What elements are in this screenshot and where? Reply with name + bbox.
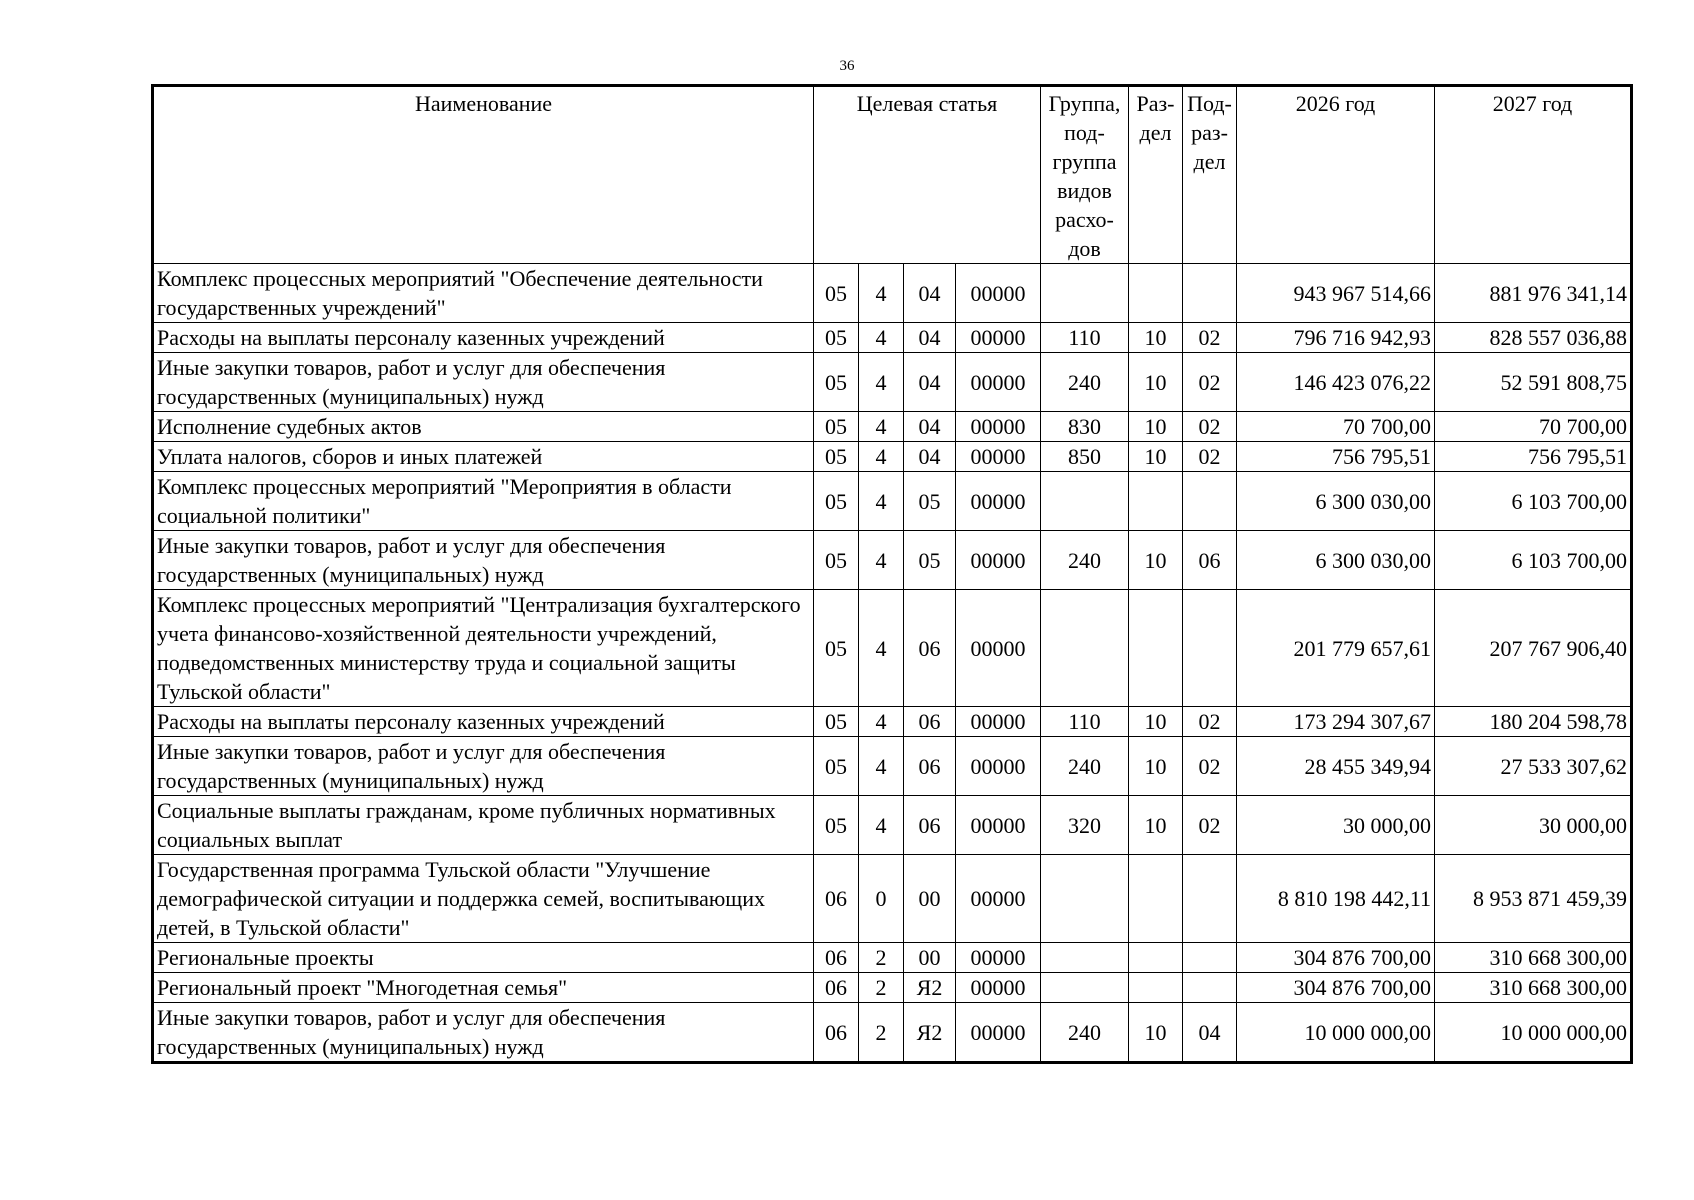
target-code-program: 05 — [814, 472, 859, 531]
table-row — [153, 737, 1632, 796]
target-code-type: 4 — [859, 737, 904, 796]
header-target-article: Целевая статья — [814, 86, 1041, 264]
target-code-direction: 00000 — [956, 353, 1041, 412]
target-code-element: 04 — [904, 442, 956, 472]
row-name: Комплекс процессных мероприятий "Мероприятия в области социальной политики" — [153, 472, 814, 531]
expense-group-code: 240 — [1041, 353, 1129, 412]
header-row — [153, 86, 1632, 264]
budget-table — [151, 84, 1633, 1064]
target-code-direction: 00000 — [956, 590, 1041, 707]
target-code-type: 4 — [859, 412, 904, 442]
expense-group-code: 850 — [1041, 442, 1129, 472]
target-code-direction: 00000 — [956, 323, 1041, 353]
expense-group-code: 240 — [1041, 1003, 1129, 1063]
table-row — [153, 707, 1632, 737]
expense-group-code — [1041, 855, 1129, 943]
header-subsection: Под- раз- дел — [1183, 86, 1237, 264]
target-code-program: 05 — [814, 590, 859, 707]
section-code: 10 — [1129, 442, 1183, 472]
subsection-code: 02 — [1183, 442, 1237, 472]
amount-2026: 10 000 000,00 — [1237, 1003, 1435, 1063]
target-code-direction: 00000 — [956, 442, 1041, 472]
row-name: Государственная программа Тульской области "Улучшение демографической ситуации и поддержка семей, воспитывающих детей, в Тульской области" — [153, 855, 814, 943]
subsection-code: 02 — [1183, 707, 1237, 737]
page-number: 36 — [839, 58, 855, 74]
target-code-element: 04 — [904, 353, 956, 412]
row-name: Иные закупки товаров, работ и услуг для обеспечения государственных (муниципальных) нужд — [153, 737, 814, 796]
amount-2026: 30 000,00 — [1237, 796, 1435, 855]
target-code-direction: 00000 — [956, 737, 1041, 796]
section-code: 10 — [1129, 707, 1183, 737]
table-row — [153, 353, 1632, 412]
amount-2027: 828 557 036,88 — [1435, 323, 1632, 353]
expense-group-code: 110 — [1041, 323, 1129, 353]
section-code: 10 — [1129, 353, 1183, 412]
amount-2026: 173 294 307,67 — [1237, 707, 1435, 737]
amount-2027: 756 795,51 — [1435, 442, 1632, 472]
subsection-code: 02 — [1183, 796, 1237, 855]
row-name: Региональный проект "Многодетная семья" — [153, 973, 814, 1003]
target-code-element: Я2 — [904, 973, 956, 1003]
target-code-element: 06 — [904, 707, 956, 737]
amount-2027: 6 103 700,00 — [1435, 531, 1632, 590]
table-row — [153, 973, 1632, 1003]
subsection-code: 06 — [1183, 531, 1237, 590]
target-code-program: 05 — [814, 323, 859, 353]
target-code-program: 06 — [814, 855, 859, 943]
subsection-code — [1183, 590, 1237, 707]
target-code-direction: 00000 — [956, 412, 1041, 442]
table-row — [153, 855, 1632, 943]
section-code: 10 — [1129, 531, 1183, 590]
expense-group-code — [1041, 590, 1129, 707]
subsection-code: 02 — [1183, 353, 1237, 412]
amount-2027: 8 953 871 459,39 — [1435, 855, 1632, 943]
section-code — [1129, 264, 1183, 323]
amount-2027: 310 668 300,00 — [1435, 943, 1632, 973]
table-row — [153, 531, 1632, 590]
row-name: Уплата налогов, сборов и иных платежей — [153, 442, 814, 472]
target-code-type: 4 — [859, 796, 904, 855]
amount-2026: 6 300 030,00 — [1237, 531, 1435, 590]
amount-2026: 304 876 700,00 — [1237, 973, 1435, 1003]
subsection-code: 02 — [1183, 737, 1237, 796]
table-row — [153, 442, 1632, 472]
target-code-program: 05 — [814, 796, 859, 855]
table-row — [153, 796, 1632, 855]
amount-2027: 6 103 700,00 — [1435, 472, 1632, 531]
target-code-type: 4 — [859, 590, 904, 707]
header-year-2026: 2026 год — [1237, 86, 1435, 264]
table-row — [153, 590, 1632, 707]
amount-2026: 756 795,51 — [1237, 442, 1435, 472]
amount-2027: 70 700,00 — [1435, 412, 1632, 442]
expense-group-code: 830 — [1041, 412, 1129, 442]
target-code-element: 04 — [904, 264, 956, 323]
row-name: Региональные проекты — [153, 943, 814, 973]
table-row — [153, 412, 1632, 442]
target-code-type: 4 — [859, 472, 904, 531]
header-expense-group: Группа, под- группа видов расхо- дов — [1041, 86, 1129, 264]
target-code-direction: 00000 — [956, 796, 1041, 855]
amount-2027: 30 000,00 — [1435, 796, 1632, 855]
amount-2026: 28 455 349,94 — [1237, 737, 1435, 796]
target-code-element: 06 — [904, 590, 956, 707]
section-code: 10 — [1129, 737, 1183, 796]
row-name: Расходы на выплаты персоналу казенных учреждений — [153, 323, 814, 353]
subsection-code: 02 — [1183, 412, 1237, 442]
target-code-program: 05 — [814, 412, 859, 442]
target-code-direction: 00000 — [956, 973, 1041, 1003]
expense-group-code — [1041, 264, 1129, 323]
target-code-direction: 00000 — [956, 1003, 1041, 1063]
target-code-type: 2 — [859, 1003, 904, 1063]
expense-group-code: 320 — [1041, 796, 1129, 855]
target-code-type: 2 — [859, 973, 904, 1003]
target-code-type: 4 — [859, 353, 904, 412]
table-row — [153, 472, 1632, 531]
subsection-code — [1183, 855, 1237, 943]
row-name: Комплекс процессных мероприятий "Обеспечение деятельности государственных учреждений" — [153, 264, 814, 323]
amount-2026: 8 810 198 442,11 — [1237, 855, 1435, 943]
target-code-program: 05 — [814, 442, 859, 472]
expense-group-code — [1041, 973, 1129, 1003]
table-row — [153, 943, 1632, 973]
amount-2026: 6 300 030,00 — [1237, 472, 1435, 531]
target-code-program: 05 — [814, 707, 859, 737]
section-code — [1129, 590, 1183, 707]
section-code — [1129, 943, 1183, 973]
target-code-type: 4 — [859, 531, 904, 590]
expense-group-code: 240 — [1041, 737, 1129, 796]
amount-2027: 27 533 307,62 — [1435, 737, 1632, 796]
row-name: Иные закупки товаров, работ и услуг для обеспечения государственных (муниципальных) нужд — [153, 353, 814, 412]
subsection-code: 04 — [1183, 1003, 1237, 1063]
subsection-code — [1183, 973, 1237, 1003]
target-code-element: 04 — [904, 412, 956, 442]
expense-group-code — [1041, 943, 1129, 973]
target-code-direction: 00000 — [956, 472, 1041, 531]
amount-2026: 796 716 942,93 — [1237, 323, 1435, 353]
target-code-type: 0 — [859, 855, 904, 943]
table-row — [153, 264, 1632, 323]
section-code: 10 — [1129, 1003, 1183, 1063]
row-name: Социальные выплаты гражданам, кроме публичных нормативных социальных выплат — [153, 796, 814, 855]
table-body — [153, 264, 1632, 1063]
row-name: Иные закупки товаров, работ и услуг для обеспечения государственных (муниципальных) нужд — [153, 1003, 814, 1063]
amount-2026: 943 967 514,66 — [1237, 264, 1435, 323]
row-name: Исполнение судебных актов — [153, 412, 814, 442]
expense-group-code: 110 — [1041, 707, 1129, 737]
amount-2026: 304 876 700,00 — [1237, 943, 1435, 973]
section-code: 10 — [1129, 412, 1183, 442]
section-code — [1129, 855, 1183, 943]
subsection-code — [1183, 264, 1237, 323]
target-code-element: 06 — [904, 796, 956, 855]
amount-2027: 207 767 906,40 — [1435, 590, 1632, 707]
amount-2027: 180 204 598,78 — [1435, 707, 1632, 737]
table-row — [153, 323, 1632, 353]
target-code-direction: 00000 — [956, 531, 1041, 590]
target-code-element: 00 — [904, 855, 956, 943]
section-code — [1129, 973, 1183, 1003]
target-code-element: 06 — [904, 737, 956, 796]
header-name: Наименование — [153, 86, 814, 264]
target-code-element: Я2 — [904, 1003, 956, 1063]
target-code-type: 4 — [859, 323, 904, 353]
table-row — [153, 1003, 1632, 1063]
target-code-type: 4 — [859, 707, 904, 737]
row-name: Иные закупки товаров, работ и услуг для обеспечения государственных (муниципальных) нужд — [153, 531, 814, 590]
target-code-program: 05 — [814, 531, 859, 590]
row-name: Комплекс процессных мероприятий "Централизация бухгалтерского учета финансово-хозяйственной деятельности учреждений, подведомственных министерству труда и социальной защиты Тульской области" — [153, 590, 814, 707]
target-code-program: 06 — [814, 1003, 859, 1063]
target-code-element: 05 — [904, 531, 956, 590]
target-code-program: 06 — [814, 973, 859, 1003]
target-code-element: 05 — [904, 472, 956, 531]
target-code-element: 04 — [904, 323, 956, 353]
expense-group-code: 240 — [1041, 531, 1129, 590]
subsection-code — [1183, 943, 1237, 973]
target-code-element: 00 — [904, 943, 956, 973]
section-code — [1129, 472, 1183, 531]
row-name: Расходы на выплаты персоналу казенных учреждений — [153, 707, 814, 737]
target-code-type: 4 — [859, 442, 904, 472]
target-code-direction: 00000 — [956, 855, 1041, 943]
expense-group-code — [1041, 472, 1129, 531]
target-code-program: 05 — [814, 353, 859, 412]
target-code-type: 4 — [859, 264, 904, 323]
amount-2026: 201 779 657,61 — [1237, 590, 1435, 707]
target-code-program: 05 — [814, 737, 859, 796]
target-code-direction: 00000 — [956, 707, 1041, 737]
section-code: 10 — [1129, 796, 1183, 855]
amount-2026: 70 700,00 — [1237, 412, 1435, 442]
header-year-2027: 2027 год — [1435, 86, 1632, 264]
amount-2027: 10 000 000,00 — [1435, 1003, 1632, 1063]
subsection-code: 02 — [1183, 323, 1237, 353]
header-section: Раз- дел — [1129, 86, 1183, 264]
amount-2027: 310 668 300,00 — [1435, 973, 1632, 1003]
target-code-type: 2 — [859, 943, 904, 973]
amount-2026: 146 423 076,22 — [1237, 353, 1435, 412]
target-code-direction: 00000 — [956, 943, 1041, 973]
amount-2027: 881 976 341,14 — [1435, 264, 1632, 323]
target-code-program: 05 — [814, 264, 859, 323]
amount-2027: 52 591 808,75 — [1435, 353, 1632, 412]
section-code: 10 — [1129, 323, 1183, 353]
target-code-program: 06 — [814, 943, 859, 973]
subsection-code — [1183, 472, 1237, 531]
target-code-direction: 00000 — [956, 264, 1041, 323]
